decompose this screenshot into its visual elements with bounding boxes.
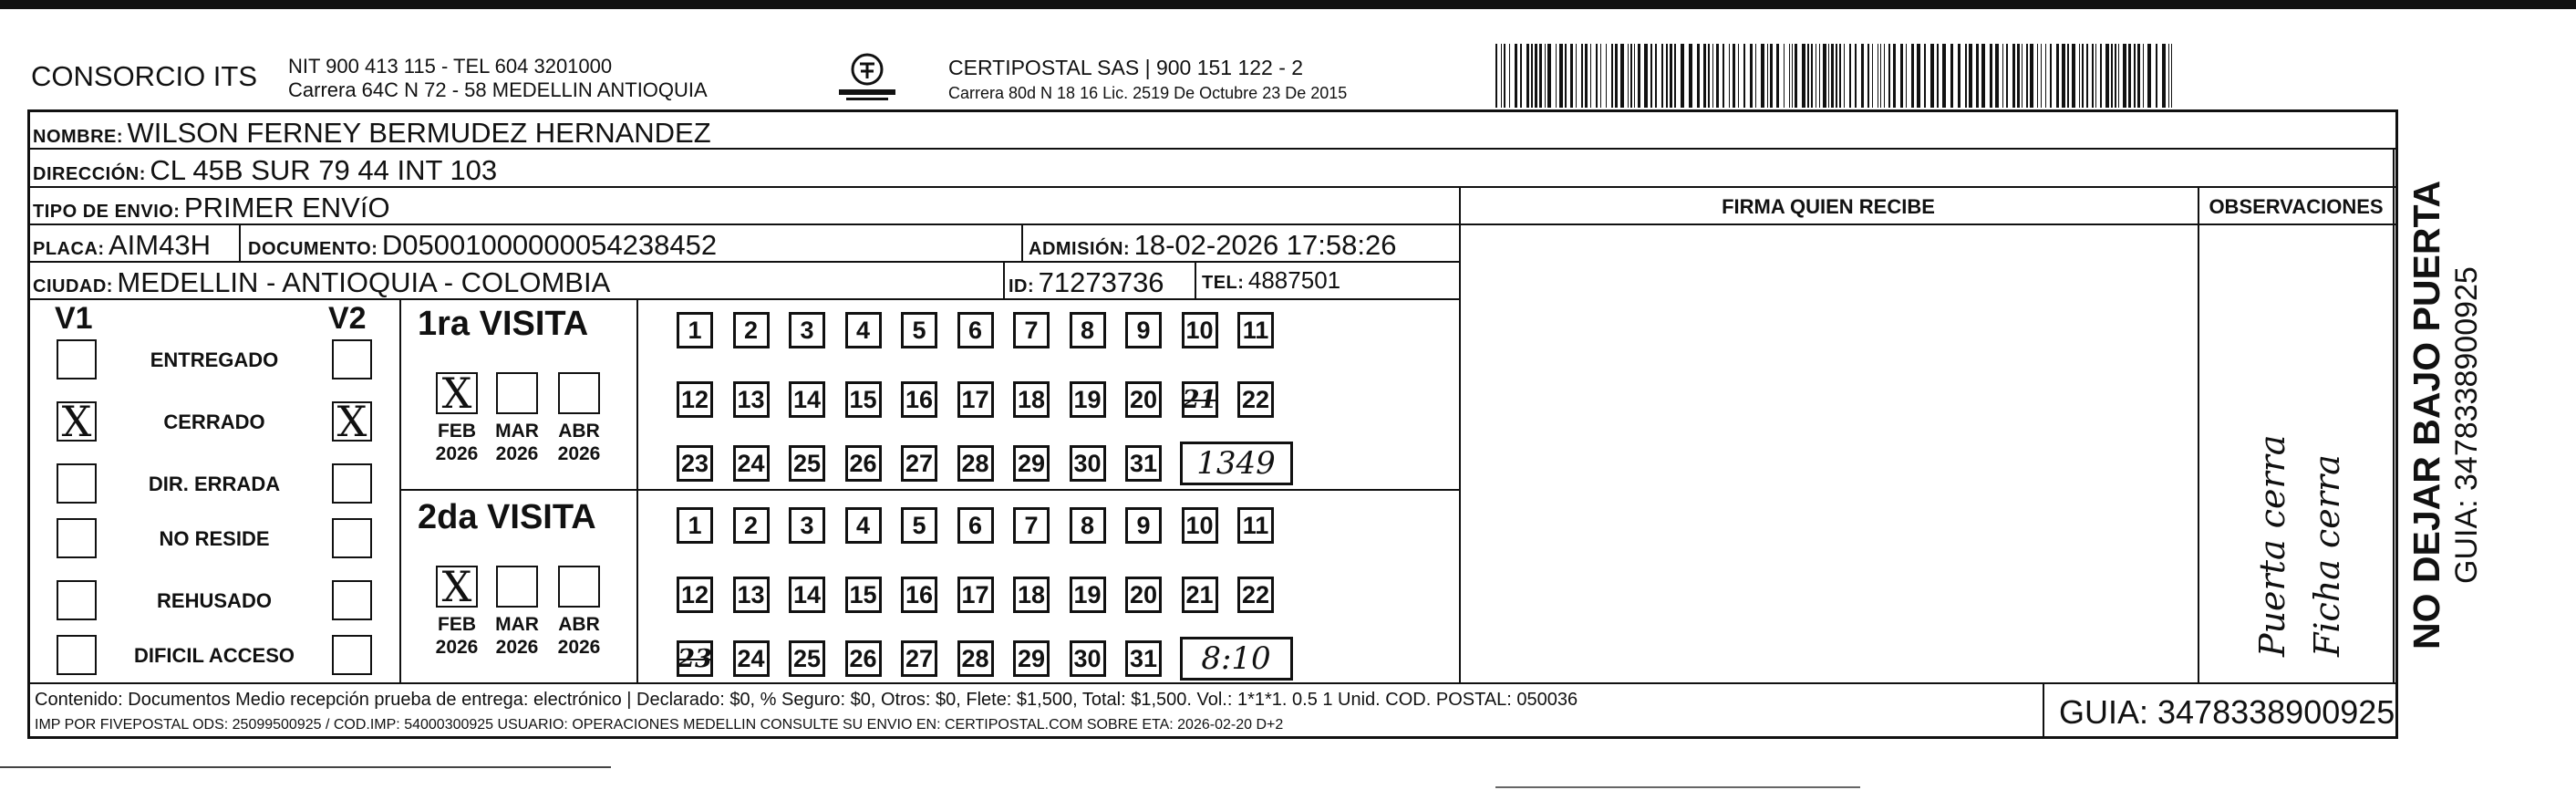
day-box: 30 bbox=[1070, 445, 1106, 482]
barcode-bar bbox=[2012, 44, 2015, 108]
barcode-bar bbox=[1697, 44, 1700, 108]
barcode-bar bbox=[1535, 44, 1537, 108]
barcode-bar bbox=[1581, 44, 1583, 108]
day-box: 11 bbox=[1237, 507, 1274, 544]
barcode-bar bbox=[1644, 44, 1648, 108]
barcode-bar bbox=[2056, 44, 2059, 108]
barcode-bar bbox=[1981, 44, 1985, 108]
barcode-bar bbox=[2002, 44, 2003, 108]
day-box: 7 bbox=[1013, 507, 1050, 544]
month-label bbox=[485, 420, 549, 465]
month-checkbox bbox=[496, 372, 538, 414]
field-direccion bbox=[33, 154, 497, 187]
month-checkbox: X bbox=[436, 566, 478, 608]
day-box: 9 bbox=[1125, 312, 1162, 348]
barcode-bar bbox=[1681, 44, 1684, 108]
barcode-bar bbox=[2134, 44, 2136, 108]
status-checkbox-v2 bbox=[332, 580, 372, 620]
day-box: 5 bbox=[901, 312, 937, 348]
ciudad-label: CIUDAD: bbox=[33, 276, 113, 296]
company-details bbox=[288, 55, 708, 102]
company-name: CONSORCIO ITS bbox=[31, 60, 258, 92]
month-label bbox=[547, 420, 611, 465]
day-box: 4 bbox=[845, 312, 882, 348]
barcode-bar bbox=[1750, 44, 1753, 108]
bottom-edge-fragment-left bbox=[0, 766, 611, 768]
barcode-bar bbox=[1900, 44, 1903, 108]
day-box: 19 bbox=[1070, 381, 1106, 418]
rule-v-id bbox=[1003, 261, 1005, 298]
day-box: 10 bbox=[1182, 312, 1218, 348]
field-tipo bbox=[33, 192, 390, 224]
barcode-bar bbox=[1501, 44, 1502, 108]
barcode-bar bbox=[1969, 44, 1972, 108]
day-box: 2 bbox=[733, 312, 770, 348]
barcode-bar bbox=[2137, 44, 2140, 108]
status-checkbox-v2 bbox=[332, 518, 372, 558]
day-box: 17 bbox=[957, 381, 994, 418]
barcode-bar bbox=[1770, 44, 1773, 108]
barcode-bar bbox=[2041, 44, 2042, 108]
month-year: 2026 bbox=[435, 443, 479, 464]
day-box: 14 bbox=[789, 381, 825, 418]
direccion-value: CL 45B SUR 79 44 INT 103 bbox=[150, 154, 498, 186]
day-box: 31 bbox=[1125, 640, 1162, 677]
month-label bbox=[547, 613, 611, 659]
day-box: 1 bbox=[677, 507, 713, 544]
barcode-bar bbox=[1823, 44, 1826, 108]
visit-time-box: 1349 bbox=[1180, 442, 1293, 485]
day-box: 22 bbox=[1237, 381, 1274, 418]
barcode-bar bbox=[2171, 44, 2172, 108]
nombre-label: NOMBRE: bbox=[33, 127, 124, 147]
status-label: NO RESIDE bbox=[159, 527, 270, 550]
barcode-bar bbox=[2067, 44, 2069, 108]
day-box: 18 bbox=[1013, 577, 1050, 613]
side-warning: NO DEJAR BAJO PUERTA bbox=[2405, 180, 2447, 650]
barcode-bar bbox=[1849, 44, 1851, 108]
rule-v-admision bbox=[1021, 223, 1023, 261]
tipo-label: TIPO DE ENVIO: bbox=[33, 202, 181, 222]
month-label bbox=[425, 420, 489, 465]
v2-header: V2 bbox=[328, 301, 367, 336]
month-name: FEB bbox=[438, 421, 476, 442]
month-name: FEB bbox=[438, 614, 476, 635]
visit-time-box: 8:10 bbox=[1180, 637, 1293, 681]
day-box: 20 bbox=[1125, 577, 1162, 613]
day-box: 2 bbox=[733, 507, 770, 544]
barcode-bar bbox=[1670, 44, 1672, 108]
field-id bbox=[1009, 266, 1164, 299]
barcode-bar bbox=[1565, 44, 1567, 108]
barcode-bar bbox=[2062, 44, 2065, 108]
day-box: 28 bbox=[957, 640, 994, 677]
rule-v-obs bbox=[2198, 186, 2199, 682]
barcode-bar bbox=[1738, 44, 1739, 108]
barcode-bar bbox=[1844, 44, 1845, 108]
carrier-details bbox=[948, 55, 1347, 106]
barcode-bar bbox=[2123, 44, 2126, 108]
direccion-label: DIRECCIÓN: bbox=[33, 164, 146, 184]
barcode-bar bbox=[1515, 44, 1517, 108]
field-ciudad bbox=[33, 266, 610, 299]
ciudad-value: MEDELLIN - ANTIOQUIA - COLOMBIA bbox=[117, 266, 611, 298]
barcode-bar bbox=[2168, 44, 2169, 108]
day-box: 14 bbox=[789, 577, 825, 613]
barcode-bar bbox=[1861, 44, 1864, 108]
rule-v-firma bbox=[1459, 186, 1461, 682]
day-box: 20 bbox=[1125, 381, 1162, 418]
barcode-bar bbox=[1888, 44, 1890, 108]
barcode-bar bbox=[1606, 44, 1607, 108]
barcode-bar bbox=[1723, 44, 1724, 108]
nombre-value: WILSON FERNEY BERMUDEZ HERNANDEZ bbox=[127, 117, 711, 149]
barcode-bar bbox=[1570, 44, 1573, 108]
side-guia: GUIA: 3478338900925 bbox=[2449, 266, 2484, 584]
barcode-bar bbox=[1634, 44, 1635, 108]
day-box: 26 bbox=[845, 445, 882, 482]
top-edge-rule bbox=[0, 0, 2576, 9]
barcode-bar bbox=[1807, 44, 1809, 108]
barcode-bar bbox=[1836, 44, 1837, 108]
tel-label: TEL: bbox=[1202, 273, 1245, 293]
status-checkbox-v1: X bbox=[57, 401, 97, 442]
day-box: 24 bbox=[733, 640, 770, 677]
rule-v-days bbox=[636, 298, 638, 682]
barcode-bar bbox=[2115, 44, 2116, 108]
barcode-bar bbox=[1924, 44, 1926, 108]
day-box: 25 bbox=[789, 445, 825, 482]
barcode-bar bbox=[2050, 44, 2052, 108]
barcode-bar bbox=[1911, 44, 1914, 108]
barcode-bar bbox=[1990, 44, 1992, 108]
barcode-bar bbox=[2147, 44, 2151, 108]
day-box: 5 bbox=[901, 507, 937, 544]
day-box: 21 bbox=[1182, 381, 1218, 418]
barcode-bar bbox=[1906, 44, 1907, 108]
barcode-bar bbox=[2037, 44, 2038, 108]
company-nit-tel: NIT 900 413 115 - TEL 604 3201000 bbox=[288, 55, 613, 78]
month-year: 2026 bbox=[435, 637, 479, 658]
barcode-bar bbox=[2105, 44, 2109, 108]
day-box: 23 bbox=[677, 640, 713, 677]
barcode-bar bbox=[2079, 44, 2080, 108]
barcode-bar bbox=[2072, 44, 2075, 108]
documento-value: D05001000000054238452 bbox=[381, 229, 718, 261]
barcode-bar bbox=[1937, 44, 1939, 108]
barcode-bar bbox=[1958, 44, 1960, 108]
barcode-bar bbox=[1716, 44, 1719, 108]
tel-value: 4887501 bbox=[1247, 266, 1341, 294]
day-box: 12 bbox=[677, 577, 713, 613]
barcode-bar bbox=[2086, 44, 2088, 108]
month-label bbox=[485, 613, 549, 659]
status-label: DIR. ERRADA bbox=[148, 473, 281, 495]
barcode-bar bbox=[2143, 44, 2144, 108]
rule-6 bbox=[399, 489, 1459, 491]
observation-line-2: Ficha cerra bbox=[2307, 454, 2347, 657]
tipo-value: PRIMER ENVíO bbox=[183, 192, 390, 223]
day-box: 23 bbox=[677, 445, 713, 482]
barcode-bar bbox=[1819, 44, 1820, 108]
barcode-bar bbox=[1630, 44, 1632, 108]
admision-value: 18-02-2026 17:58:26 bbox=[1133, 229, 1397, 261]
barcode-bar bbox=[1661, 44, 1663, 108]
day-box: 25 bbox=[789, 640, 825, 677]
month-year: 2026 bbox=[557, 637, 601, 658]
rule-v-visits bbox=[399, 298, 401, 682]
day-box: 21 bbox=[1182, 577, 1218, 613]
firma-header: FIRMA QUIEN RECIBE bbox=[1722, 195, 1935, 218]
status-checkbox-v1 bbox=[57, 580, 97, 620]
barcode-bar bbox=[1689, 44, 1692, 108]
carrier-name: CERTIPOSTAL SAS | 900 151 122 - 2 bbox=[948, 56, 1304, 79]
day-box: 19 bbox=[1070, 577, 1106, 613]
barcode-bar bbox=[1526, 44, 1529, 108]
barcode-bar bbox=[1708, 44, 1710, 108]
status-checkbox-v2 bbox=[332, 463, 372, 504]
day-box: 28 bbox=[957, 445, 994, 482]
field-nombre bbox=[33, 117, 711, 150]
field-documento bbox=[248, 229, 717, 262]
barcode bbox=[1495, 44, 2179, 108]
barcode-bar bbox=[1789, 44, 1790, 108]
status-checkbox-v2 bbox=[332, 339, 372, 379]
barcode-bar bbox=[1666, 44, 1668, 108]
status-checkbox-v1 bbox=[57, 635, 97, 675]
barcode-bar bbox=[1872, 44, 1873, 108]
day-box: 15 bbox=[845, 577, 882, 613]
month-checkbox bbox=[558, 566, 600, 608]
v1-header: V1 bbox=[55, 301, 93, 336]
rule-v-right bbox=[2393, 148, 2395, 682]
id-value: 71273736 bbox=[1038, 266, 1164, 298]
barcode-bar bbox=[1638, 44, 1640, 108]
barcode-bar bbox=[2100, 44, 2102, 108]
rule-v-placa bbox=[239, 223, 241, 261]
barcode-bar bbox=[1802, 44, 1805, 108]
status-label: REHUSADO bbox=[157, 589, 272, 612]
day-box: 12 bbox=[677, 381, 713, 418]
barcode-bar bbox=[1839, 44, 1841, 108]
barcode-bar bbox=[2092, 44, 2094, 108]
status-checkbox-v1 bbox=[57, 339, 97, 379]
observaciones-header: OBSERVACIONES bbox=[2209, 195, 2384, 218]
barcode-bar bbox=[1930, 44, 1934, 108]
barcode-bar bbox=[2017, 44, 2020, 108]
day-box: 18 bbox=[1013, 381, 1050, 418]
month-name: MAR bbox=[495, 614, 539, 635]
day-box: 1 bbox=[677, 312, 713, 348]
month-name: MAR bbox=[495, 421, 539, 442]
day-box: 13 bbox=[733, 381, 770, 418]
observation-line-1: Puerta cerra bbox=[2252, 434, 2292, 657]
barcode-bar bbox=[1880, 44, 1881, 108]
day-box: 6 bbox=[957, 312, 994, 348]
day-box: 31 bbox=[1125, 445, 1162, 482]
day-box: 8 bbox=[1070, 312, 1106, 348]
barcode-bar bbox=[1893, 44, 1896, 108]
barcode-bar bbox=[1942, 44, 1946, 108]
rule-v-tel bbox=[1195, 261, 1196, 298]
barcode-bar bbox=[1712, 44, 1713, 108]
id-label: ID: bbox=[1009, 276, 1035, 296]
barcode-bar bbox=[2006, 44, 2008, 108]
footer-imp: IMP POR FIVEPOSTAL ODS: 25099500925 / COD.IMP: 54000300925 USUARIO: OPERACIONES MEDELLIN CONSULTE SU ENVIO EN: CERTIPOSTAL.COM SOBRE ETA: 2026-02-20 D+2 bbox=[35, 717, 1284, 733]
barcode-bar bbox=[1703, 44, 1706, 108]
month-year: 2026 bbox=[495, 637, 539, 658]
day-box: 22 bbox=[1237, 577, 1274, 613]
day-box: 3 bbox=[789, 507, 825, 544]
day-box: 24 bbox=[733, 445, 770, 482]
month-checkbox bbox=[558, 372, 600, 414]
barcode-bar bbox=[1590, 44, 1591, 108]
barcode-bar bbox=[2082, 44, 2084, 108]
barcode-bar bbox=[2128, 44, 2131, 108]
barcode-bar bbox=[1884, 44, 1885, 108]
barcode-bar bbox=[1792, 44, 1793, 108]
field-placa bbox=[33, 229, 211, 262]
footer-content: Contenido: Documentos Medio recepción prueba de entrega: electrónico | Declarado: $0, % Seguro: $0, Otros: $0, Flete: $1,500, Total: $1,500. Vol.: 1*1*1. 0.5 1 Unid. COD. POSTAL: 050036 bbox=[35, 690, 1578, 710]
day-box: 8 bbox=[1070, 507, 1106, 544]
barcode-bar bbox=[1776, 44, 1779, 108]
status-label: ENTREGADO bbox=[150, 348, 279, 371]
barcode-bar bbox=[1628, 44, 1629, 108]
barcode-bar bbox=[1531, 44, 1533, 108]
documento-label: DOCUMENTO: bbox=[248, 239, 378, 259]
barcode-bar bbox=[1520, 44, 1522, 108]
barcode-bar bbox=[1611, 44, 1613, 108]
barcode-bar bbox=[1504, 44, 1505, 108]
barcode-bar bbox=[1655, 44, 1657, 108]
day-box: 6 bbox=[957, 507, 994, 544]
day-box: 26 bbox=[845, 640, 882, 677]
rule-v-guia bbox=[2043, 682, 2044, 737]
status-label: DIFICIL ACCESO bbox=[133, 644, 295, 667]
certipostal-logo bbox=[835, 49, 899, 104]
barcode-bar bbox=[2156, 44, 2157, 108]
status-label: CERRADO bbox=[163, 411, 265, 433]
barcode-bar bbox=[1795, 44, 1797, 108]
barcode-bar bbox=[1547, 44, 1551, 108]
barcode-bar bbox=[1755, 44, 1756, 108]
day-box: 16 bbox=[901, 381, 937, 418]
barcode-bar bbox=[1767, 44, 1768, 108]
barcode-bar bbox=[2045, 44, 2046, 108]
barcode-bar bbox=[1761, 44, 1764, 108]
barcode-bar bbox=[2022, 44, 2023, 108]
status-checkbox-v1 bbox=[57, 518, 97, 558]
barcode-bar bbox=[1600, 44, 1601, 108]
barcode-bar bbox=[2118, 44, 2119, 108]
barcode-bar bbox=[1784, 44, 1785, 108]
admision-label: ADMISIÓN: bbox=[1029, 239, 1131, 259]
field-tel bbox=[1202, 266, 1340, 295]
barcode-bar bbox=[2030, 44, 2033, 108]
day-box: 11 bbox=[1237, 312, 1274, 348]
barcode-bar bbox=[1596, 44, 1598, 108]
day-box: 16 bbox=[901, 577, 937, 613]
company-address: Carrera 64C N 72 - 58 MEDELLIN ANTIOQUIA bbox=[288, 78, 708, 101]
barcode-bar bbox=[1811, 44, 1813, 108]
status-checkbox-v2: X bbox=[332, 401, 372, 442]
barcode-bar bbox=[1539, 44, 1542, 108]
month-checkbox bbox=[496, 566, 538, 608]
day-box: 30 bbox=[1070, 640, 1106, 677]
day-box: 29 bbox=[1013, 445, 1050, 482]
visit1-title: 1ra VISITA bbox=[418, 305, 589, 343]
carrier-address: Carrera 80d N 18 16 Lic. 2519 De Octubre 23 De 2015 bbox=[948, 84, 1348, 102]
barcode-bar bbox=[1831, 44, 1834, 108]
day-box: 3 bbox=[789, 312, 825, 348]
month-year: 2026 bbox=[557, 443, 601, 464]
barcode-bar bbox=[2095, 44, 2096, 108]
month-name: ABR bbox=[558, 614, 600, 635]
visit2-title: 2da VISITA bbox=[418, 498, 596, 536]
day-box: 7 bbox=[1013, 312, 1050, 348]
barcode-bar bbox=[2162, 44, 2166, 108]
day-box: 29 bbox=[1013, 640, 1050, 677]
barcode-bar bbox=[1828, 44, 1829, 108]
barcode-bar bbox=[1576, 44, 1577, 108]
footer-guia: GUIA: 3478338900925 bbox=[2059, 693, 2395, 731]
barcode-bar bbox=[1585, 44, 1588, 108]
barcode-bar bbox=[2111, 44, 2113, 108]
month-label bbox=[425, 613, 489, 659]
barcode-bar bbox=[1950, 44, 1953, 108]
day-box: 9 bbox=[1125, 507, 1162, 544]
field-admision bbox=[1029, 229, 1396, 262]
barcode-bar bbox=[1976, 44, 1979, 108]
bottom-edge-fragment-right bbox=[1495, 786, 1860, 788]
barcode-bar bbox=[1650, 44, 1652, 108]
barcode-bar bbox=[1867, 44, 1869, 108]
barcode-bar bbox=[1495, 44, 1497, 108]
barcode-bar bbox=[1995, 44, 1999, 108]
barcode-bar bbox=[1556, 44, 1557, 108]
day-box: 10 bbox=[1182, 507, 1218, 544]
barcode-bar bbox=[1733, 44, 1735, 108]
barcode-bar bbox=[1917, 44, 1920, 108]
month-year: 2026 bbox=[495, 443, 539, 464]
barcode-bar bbox=[1545, 44, 1546, 108]
placa-value: AIM43H bbox=[109, 229, 211, 261]
barcode-bar bbox=[1559, 44, 1563, 108]
barcode-bar bbox=[1965, 44, 1967, 108]
month-checkbox: X bbox=[436, 372, 478, 414]
day-box: 13 bbox=[733, 577, 770, 613]
barcode-bar bbox=[1674, 44, 1676, 108]
day-box: 17 bbox=[957, 577, 994, 613]
day-box: 4 bbox=[845, 507, 882, 544]
status-checkbox-v2 bbox=[332, 635, 372, 675]
day-box: 27 bbox=[901, 445, 937, 482]
barcode-bar bbox=[1620, 44, 1624, 108]
barcode-bar bbox=[1509, 44, 1510, 108]
status-checkbox-v1 bbox=[57, 463, 97, 504]
barcode-bar bbox=[1615, 44, 1618, 108]
day-box: 27 bbox=[901, 640, 937, 677]
barcode-bar bbox=[2026, 44, 2028, 108]
barcode-bar bbox=[1743, 44, 1745, 108]
month-name: ABR bbox=[558, 421, 600, 442]
placa-label: PLACA: bbox=[33, 239, 105, 259]
day-box: 15 bbox=[845, 381, 882, 418]
barcode-bar bbox=[1855, 44, 1857, 108]
barcode-bar bbox=[1729, 44, 1730, 108]
